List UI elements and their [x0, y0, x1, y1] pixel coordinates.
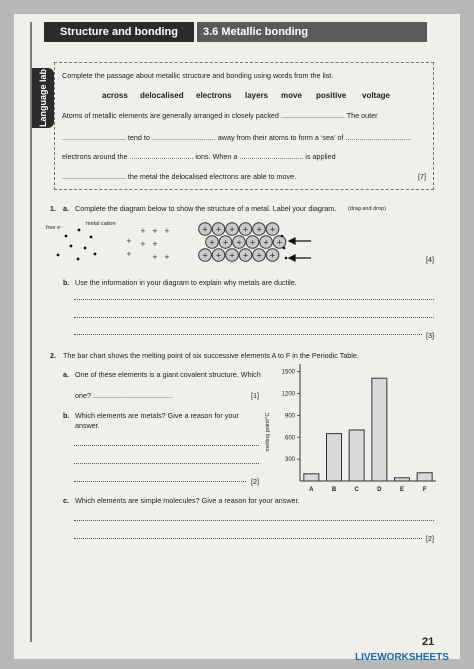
language-lab-mark: [7]	[418, 172, 426, 181]
chart-bars	[304, 378, 432, 481]
y-tick-label: 600	[284, 435, 295, 442]
q2-text: The bar chart shows the melting point of six successive elements A to F in the Periodic Table.	[63, 351, 359, 360]
y-tick-label: 300	[284, 457, 295, 464]
passage-line-1[interactable]: Atoms of metallic elements are generally arranged in closely packed ................................ The outer	[62, 111, 378, 120]
label-metal-cation[interactable]: metal cation	[86, 221, 116, 227]
plus-sign-icon: +	[140, 240, 146, 248]
q2a-mark: [1]	[251, 391, 259, 400]
q2c-mark: [2]	[426, 534, 434, 543]
plus-sign-icon: +	[126, 237, 132, 245]
x-tick-label: F	[422, 487, 427, 493]
q2c-text: Which elements are simple molecules? Give a reason for your answer.	[75, 496, 300, 505]
q1-number: 1.	[50, 204, 56, 213]
plus-sign-icon: +	[249, 238, 256, 247]
liveworksheets-logo[interactable]: LIVEWORKSHEETS	[355, 652, 449, 663]
plus-sign-icon: +	[269, 251, 276, 260]
plus-sign-icon: +	[164, 227, 170, 235]
plus-sign-icon: +	[202, 225, 208, 234]
y-axis-label: melting point/°C	[265, 412, 271, 452]
q2b-text-cont: answer.	[75, 421, 100, 430]
q2b-label: b.	[63, 411, 70, 420]
x-tick-label: E	[399, 487, 405, 493]
plus-sign-icon: +	[263, 238, 269, 247]
q1b-label: b.	[63, 278, 70, 287]
word-bank-item[interactable]: move	[281, 91, 302, 100]
word-bank-item[interactable]: electrons	[196, 91, 232, 100]
section-header: Structure and bonding	[44, 22, 194, 42]
q1a-note: (drag and drop)	[348, 206, 386, 212]
plus-sign-icon: +	[269, 225, 276, 234]
word-bank-item[interactable]: layers	[245, 91, 269, 100]
plus-sign-icon: +	[215, 251, 222, 260]
page-number: 21	[422, 636, 435, 648]
q1b-mark: [3]	[426, 331, 434, 340]
plus-sign-icon: +	[164, 253, 170, 261]
language-lab-instruction: Complete the passage about metallic structure and bonding using words from the list.	[62, 71, 334, 80]
plus-sign-icon: +	[202, 251, 208, 260]
q2b-text: Which elements are metals? Give a reason for your	[75, 411, 239, 420]
x-tick-label: C	[354, 487, 359, 493]
plus-sign-icon: +	[242, 225, 249, 234]
plus-sign-icon: +	[152, 240, 158, 248]
q1a-mark: [4]	[426, 255, 434, 264]
label-free-electron[interactable]: free e⁻	[46, 225, 63, 231]
plus-sign-icon: +	[209, 238, 215, 247]
x-tick-label: A	[309, 487, 314, 493]
chart-labels	[265, 370, 427, 493]
passage-line-2[interactable]: ................................ tend to ................................ away from their atoms to form a ‘sea’ of .................................	[62, 133, 412, 142]
plus-sign-icon: +	[229, 225, 235, 234]
plus-sign-icon: +	[152, 227, 158, 235]
y-tick-label: 900	[284, 413, 295, 420]
word-bank-item[interactable]: positive	[316, 91, 347, 100]
plus-sign-icon: +	[229, 251, 235, 260]
bar-F	[417, 473, 432, 481]
plus-sign-icon: +	[256, 251, 262, 260]
plus-sign-icon: +	[126, 250, 132, 258]
language-lab-tab: Language lab	[32, 68, 54, 128]
plus-sign-icon: +	[215, 225, 222, 234]
x-tick-label: D	[377, 487, 382, 493]
y-tick-label: 1500	[281, 369, 295, 376]
q1a-label: a.	[63, 204, 69, 213]
q1b-text: Use the information in your diagram to explain why metals are ductile.	[75, 278, 297, 287]
bar-D	[372, 378, 387, 481]
x-tick-label: B	[331, 487, 337, 493]
q2a-answer-line[interactable]: one? ........................................	[75, 391, 173, 400]
plus-sign-icon: +	[256, 225, 262, 234]
bar-E	[395, 478, 410, 481]
word-bank-item[interactable]: voltage	[362, 91, 391, 100]
passage-line-4[interactable]: ................................ the metal the delocalised electrons are able to move.	[62, 172, 297, 181]
word-bank-item[interactable]: across	[102, 91, 128, 100]
y-tick-label: 1200	[281, 391, 295, 398]
chart-axes	[297, 364, 436, 481]
plus-sign-icon: +	[152, 253, 158, 261]
topic-header: 3.6 Metallic bonding	[197, 22, 427, 42]
plus-sign-icon: +	[236, 238, 242, 247]
bar-A	[304, 474, 319, 481]
plus-sign-icon: +	[140, 227, 146, 235]
passage-line-3[interactable]: electrons around the ................................ ions. When a ................................ is applied	[62, 152, 336, 161]
word-bank-item[interactable]: delocalised	[140, 91, 184, 100]
bar-B	[327, 434, 342, 481]
plus-sign-icon: +	[276, 238, 283, 247]
q2-number: 2.	[50, 351, 56, 360]
plus-sign-icon: +	[242, 251, 249, 260]
q2b-mark: [2]	[251, 477, 259, 486]
q1a-text: Complete the diagram below to show the structure of a metal. Label your diagram.	[75, 204, 337, 213]
q2a-label: a.	[63, 370, 69, 379]
answer-line[interactable]	[74, 520, 434, 521]
plus-sign-icon: +	[222, 238, 229, 247]
q2a-text: One of these elements is a giant covalent structure. Which	[75, 370, 261, 379]
answer-line[interactable]	[74, 538, 422, 539]
q2c-label: c.	[63, 496, 69, 505]
bar-C	[349, 430, 364, 481]
